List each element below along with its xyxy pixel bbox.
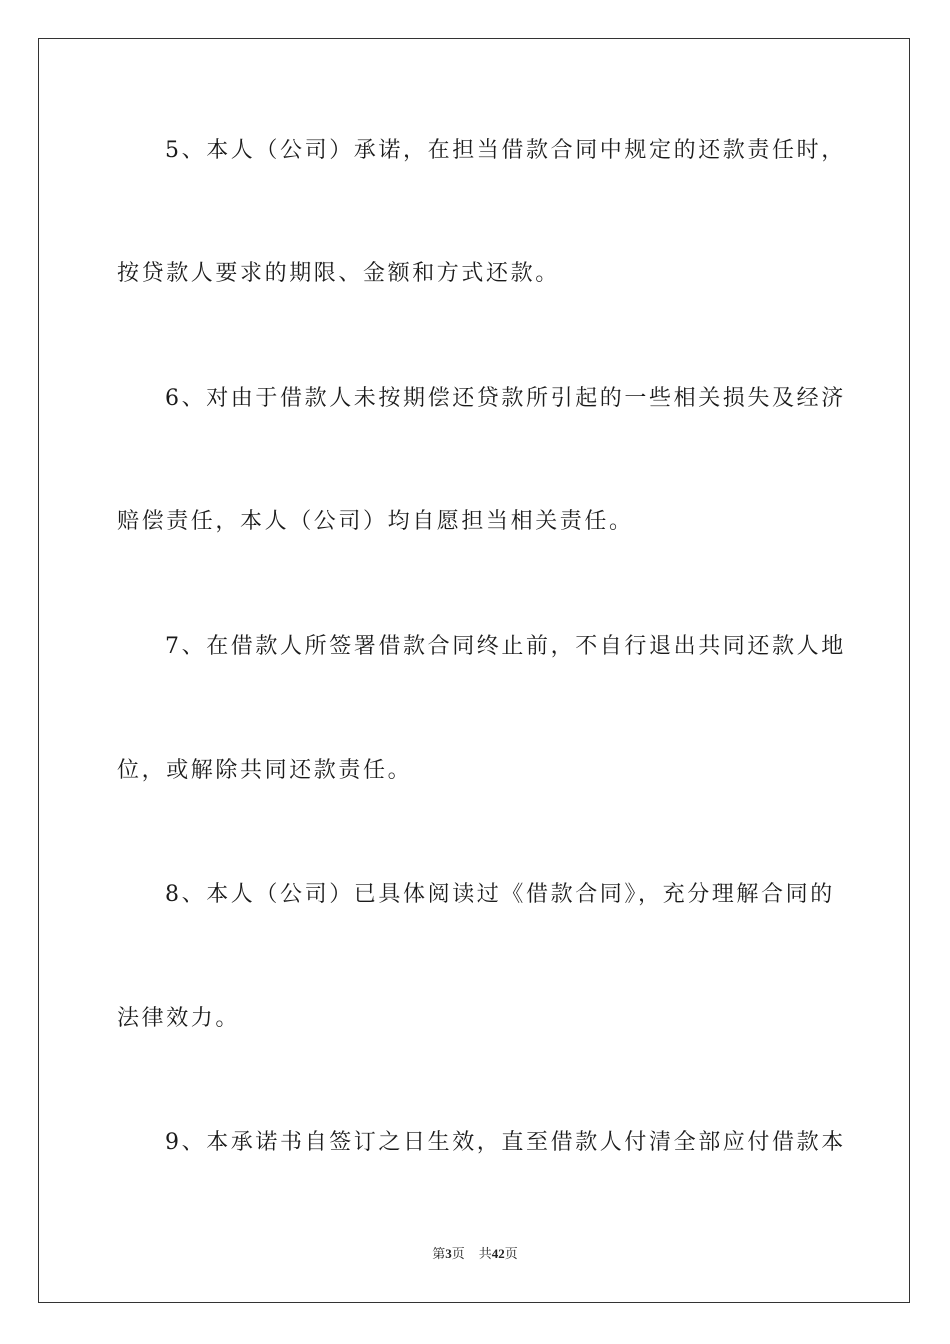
page-number: 3 — [445, 1246, 452, 1261]
paragraph-5-line-2: 按贷款人要求的期限、金额和方式还款。 — [117, 261, 560, 286]
paragraph-9-line-1: 9、本承诺书自签订之日生效，直至借款人付清全部应付借款本 — [165, 1130, 846, 1155]
paragraph-5-line-1: 5、本人（公司）承诺，在担当借款合同中规定的还款责任时， — [165, 138, 846, 163]
paragraph-8-line-1: 8、本人（公司）已具体阅读过《借款合同》，充分理解合同的 — [165, 882, 835, 907]
total-suffix: 页 — [504, 1246, 518, 1261]
page-suffix: 页 — [451, 1246, 465, 1261]
paragraph-6-line-2: 赔偿责任，本人（公司）均自愿担当相关责任。 — [117, 509, 634, 534]
page-footer — [0, 1245, 950, 1263]
paragraph-7-line-1: 7、在借款人所签署借款合同终止前，不自行退出共同还款人地 — [165, 634, 846, 659]
paragraph-6-line-1: 6、对由于借款人未按期偿还贷款所引起的一些相关损失及经济 — [165, 386, 846, 411]
total-prefix: 共 — [478, 1246, 492, 1261]
page-prefix: 第 — [432, 1246, 446, 1261]
page-border — [38, 38, 910, 1303]
paragraph-8-line-2: 法律效力。 — [117, 1006, 241, 1031]
total-pages: 42 — [491, 1246, 505, 1261]
paragraph-7-line-2: 位，或解除共同还款责任。 — [117, 758, 413, 783]
